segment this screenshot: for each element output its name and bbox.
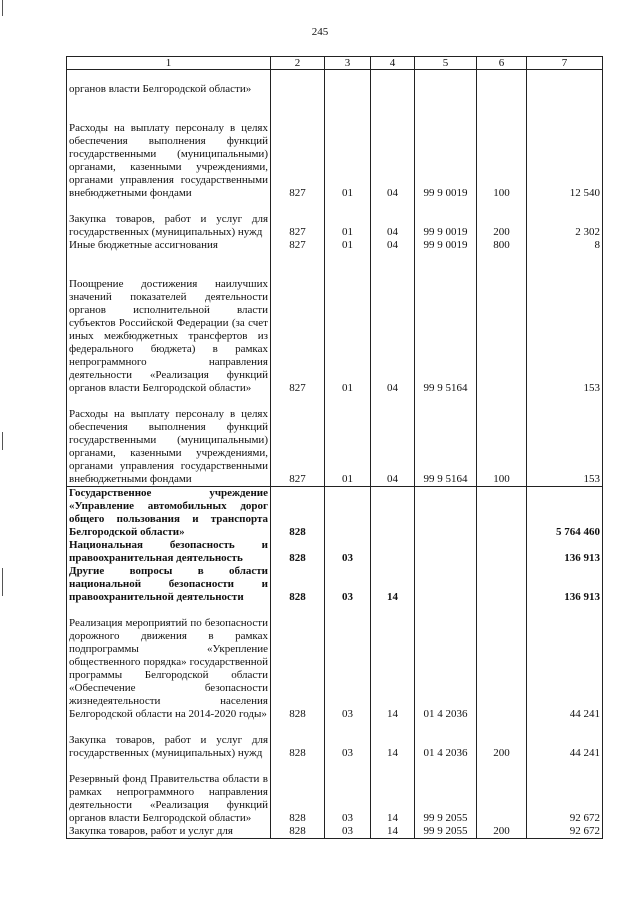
cell-expense-type: 200 bbox=[477, 200, 527, 239]
table-row bbox=[67, 96, 603, 200]
cell-amount: 44 241 bbox=[527, 721, 603, 760]
cell-section: 01 bbox=[325, 96, 371, 200]
cell-amount: 136 913 bbox=[527, 539, 603, 565]
cell-amount: 92 672 bbox=[527, 825, 603, 839]
cell-subsection: 14 bbox=[371, 604, 415, 721]
row-name-cell: Государственное учреждение «Управление автомобильных дорог общего пользования и транспорта Белгородской области» bbox=[67, 487, 271, 540]
table-row bbox=[67, 825, 603, 839]
cell-subsection bbox=[371, 70, 415, 97]
cell-expense-type: 200 bbox=[477, 825, 527, 839]
cell-target-article: 01 4 2036 bbox=[415, 604, 477, 721]
cell-expense-type bbox=[477, 604, 527, 721]
row-name-cell: Расходы на выплату персоналу в целях обеспечения выполнения функций государственными (муниципальными) органами, казенными учреждениями, органами управления государственными внебюджетными фондами bbox=[67, 395, 271, 487]
cell-admin-code: 827 bbox=[271, 200, 325, 239]
cell-expense-type bbox=[477, 252, 527, 395]
cell-amount: 92 672 bbox=[527, 760, 603, 825]
cell-expense-type: 800 bbox=[477, 239, 527, 252]
table-row bbox=[67, 252, 603, 395]
table-row bbox=[67, 604, 603, 721]
cell-admin-code: 828 bbox=[271, 604, 325, 721]
cell-subsection: 14 bbox=[371, 721, 415, 760]
cell-section: 01 bbox=[325, 239, 371, 252]
cell-subsection bbox=[371, 539, 415, 565]
cell-admin-code: 828 bbox=[271, 760, 325, 825]
table-header-row bbox=[67, 57, 603, 70]
row-name-cell: Иные бюджетные ассигнования bbox=[67, 239, 271, 252]
column-header: 7 bbox=[527, 57, 603, 70]
cell-section: 03 bbox=[325, 565, 371, 604]
cell-section: 01 bbox=[325, 395, 371, 487]
cell-subsection: 04 bbox=[371, 252, 415, 395]
cell-amount: 12 540 bbox=[527, 96, 603, 200]
cell-target-article: 01 4 2036 bbox=[415, 721, 477, 760]
cell-subsection: 04 bbox=[371, 200, 415, 239]
column-header: 3 bbox=[325, 57, 371, 70]
row-name-cell: Закупка товаров, работ и услуг для государственных (муниципальных) нужд bbox=[67, 721, 271, 760]
cell-target-article: 99 9 0019 bbox=[415, 239, 477, 252]
cell-admin-code: 827 bbox=[271, 395, 325, 487]
table-row bbox=[67, 565, 603, 604]
cell-amount: 5 764 460 bbox=[527, 487, 603, 540]
cell-admin-code: 828 bbox=[271, 825, 325, 839]
table-row bbox=[67, 760, 603, 825]
cell-target-article: 99 9 0019 bbox=[415, 96, 477, 200]
column-header: 4 bbox=[371, 57, 415, 70]
cell-subsection: 14 bbox=[371, 825, 415, 839]
cell-expense-type bbox=[477, 70, 527, 97]
column-header: 2 bbox=[271, 57, 325, 70]
cell-subsection: 04 bbox=[371, 96, 415, 200]
row-name-cell: Другие вопросы в области национальной безопасности и правоохранительной деятельности bbox=[67, 565, 271, 604]
cell-amount: 136 913 bbox=[527, 565, 603, 604]
cell-section: 01 bbox=[325, 200, 371, 239]
cell-expense-type: 100 bbox=[477, 96, 527, 200]
cell-target-article: 99 9 5164 bbox=[415, 252, 477, 395]
cell-section bbox=[325, 70, 371, 97]
column-header: 5 bbox=[415, 57, 477, 70]
cell-section: 03 bbox=[325, 539, 371, 565]
cell-target-article bbox=[415, 487, 477, 540]
row-name-cell: Поощрение достижения наилучших значений показателей деятельности органов исполнительной власти субъектов Российской Федерации (за счет иных межбюджетных трансфертов из федерального бюджета) в рамках непрограммного направления деятельности «Реализация функций органов власти Белгородской области» bbox=[67, 252, 271, 395]
cell-subsection: 04 bbox=[371, 239, 415, 252]
cell-admin-code: 828 bbox=[271, 487, 325, 540]
cell-target-article: 99 9 5164 bbox=[415, 395, 477, 487]
cell-section: 03 bbox=[325, 760, 371, 825]
row-name-cell: Национальная безопасность и правоохранительная деятельность bbox=[67, 539, 271, 565]
binder-mark-lower bbox=[2, 568, 3, 596]
cell-expense-type: 200 bbox=[477, 721, 527, 760]
page-number: 245 bbox=[311, 26, 329, 38]
cell-target-article bbox=[415, 70, 477, 97]
cell-section bbox=[325, 487, 371, 540]
row-name-cell: Реализация мероприятий по безопасности дорожного движения в рамках подпрограммы «Укрепление общественного порядка» государственной программы Белгородской области «Обеспечение безопасности жизнедеятельности населения Белгородской области на 2014-2020 годы» bbox=[67, 604, 271, 721]
cell-subsection: 04 bbox=[371, 395, 415, 487]
table-row bbox=[67, 395, 603, 487]
table-row bbox=[67, 487, 603, 540]
cell-amount: 44 241 bbox=[527, 604, 603, 721]
cell-amount: 8 bbox=[527, 239, 603, 252]
cell-target-article bbox=[415, 539, 477, 565]
binder-mark-middle bbox=[2, 432, 3, 450]
row-name-cell: Резервный фонд Правительства области в рамках непрограммного направления деятельности «Реализация функций органов власти Белгородской области» bbox=[67, 760, 271, 825]
cell-expense-type bbox=[477, 487, 527, 540]
row-name-cell: Закупка товаров, работ и услуг для государственных (муниципальных) нужд bbox=[67, 200, 271, 239]
cell-amount: 153 bbox=[527, 252, 603, 395]
cell-admin-code: 828 bbox=[271, 539, 325, 565]
row-name-cell: органов власти Белгородской области» bbox=[67, 70, 271, 97]
table-row bbox=[67, 239, 603, 252]
cell-amount: 153 bbox=[527, 395, 603, 487]
cell-admin-code: 827 bbox=[271, 96, 325, 200]
table-row bbox=[67, 70, 603, 97]
cell-subsection: 14 bbox=[371, 760, 415, 825]
cell-section: 03 bbox=[325, 604, 371, 721]
cell-target-article: 99 9 0019 bbox=[415, 200, 477, 239]
column-header: 6 bbox=[477, 57, 527, 70]
cell-target-article: 99 9 2055 bbox=[415, 825, 477, 839]
cell-expense-type bbox=[477, 539, 527, 565]
table-row bbox=[67, 721, 603, 760]
cell-target-article: 99 9 2055 bbox=[415, 760, 477, 825]
cell-admin-code: 828 bbox=[271, 565, 325, 604]
table-row bbox=[67, 539, 603, 565]
cell-subsection: 14 bbox=[371, 565, 415, 604]
row-name-cell: Закупка товаров, работ и услуг для bbox=[67, 825, 271, 839]
cell-section: 01 bbox=[325, 252, 371, 395]
cell-admin-code: 827 bbox=[271, 252, 325, 395]
cell-expense-type bbox=[477, 760, 527, 825]
cell-expense-type: 100 bbox=[477, 395, 527, 487]
cell-section: 03 bbox=[325, 825, 371, 839]
binder-mark-top bbox=[2, 0, 3, 16]
column-header: 1 bbox=[67, 57, 271, 70]
budget-table bbox=[66, 56, 603, 839]
cell-admin-code bbox=[271, 70, 325, 97]
cell-admin-code: 828 bbox=[271, 721, 325, 760]
row-name-cell: Расходы на выплату персоналу в целях обеспечения выполнения функций государственными (муниципальными) органами, казенными учреждениями, органами управления государственными внебюджетными фондами bbox=[67, 96, 271, 200]
cell-section: 03 bbox=[325, 721, 371, 760]
cell-subsection bbox=[371, 487, 415, 540]
table-row bbox=[67, 200, 603, 239]
cell-amount bbox=[527, 70, 603, 97]
cell-admin-code: 827 bbox=[271, 239, 325, 252]
cell-amount: 2 302 bbox=[527, 200, 603, 239]
cell-target-article bbox=[415, 565, 477, 604]
cell-expense-type bbox=[477, 565, 527, 604]
